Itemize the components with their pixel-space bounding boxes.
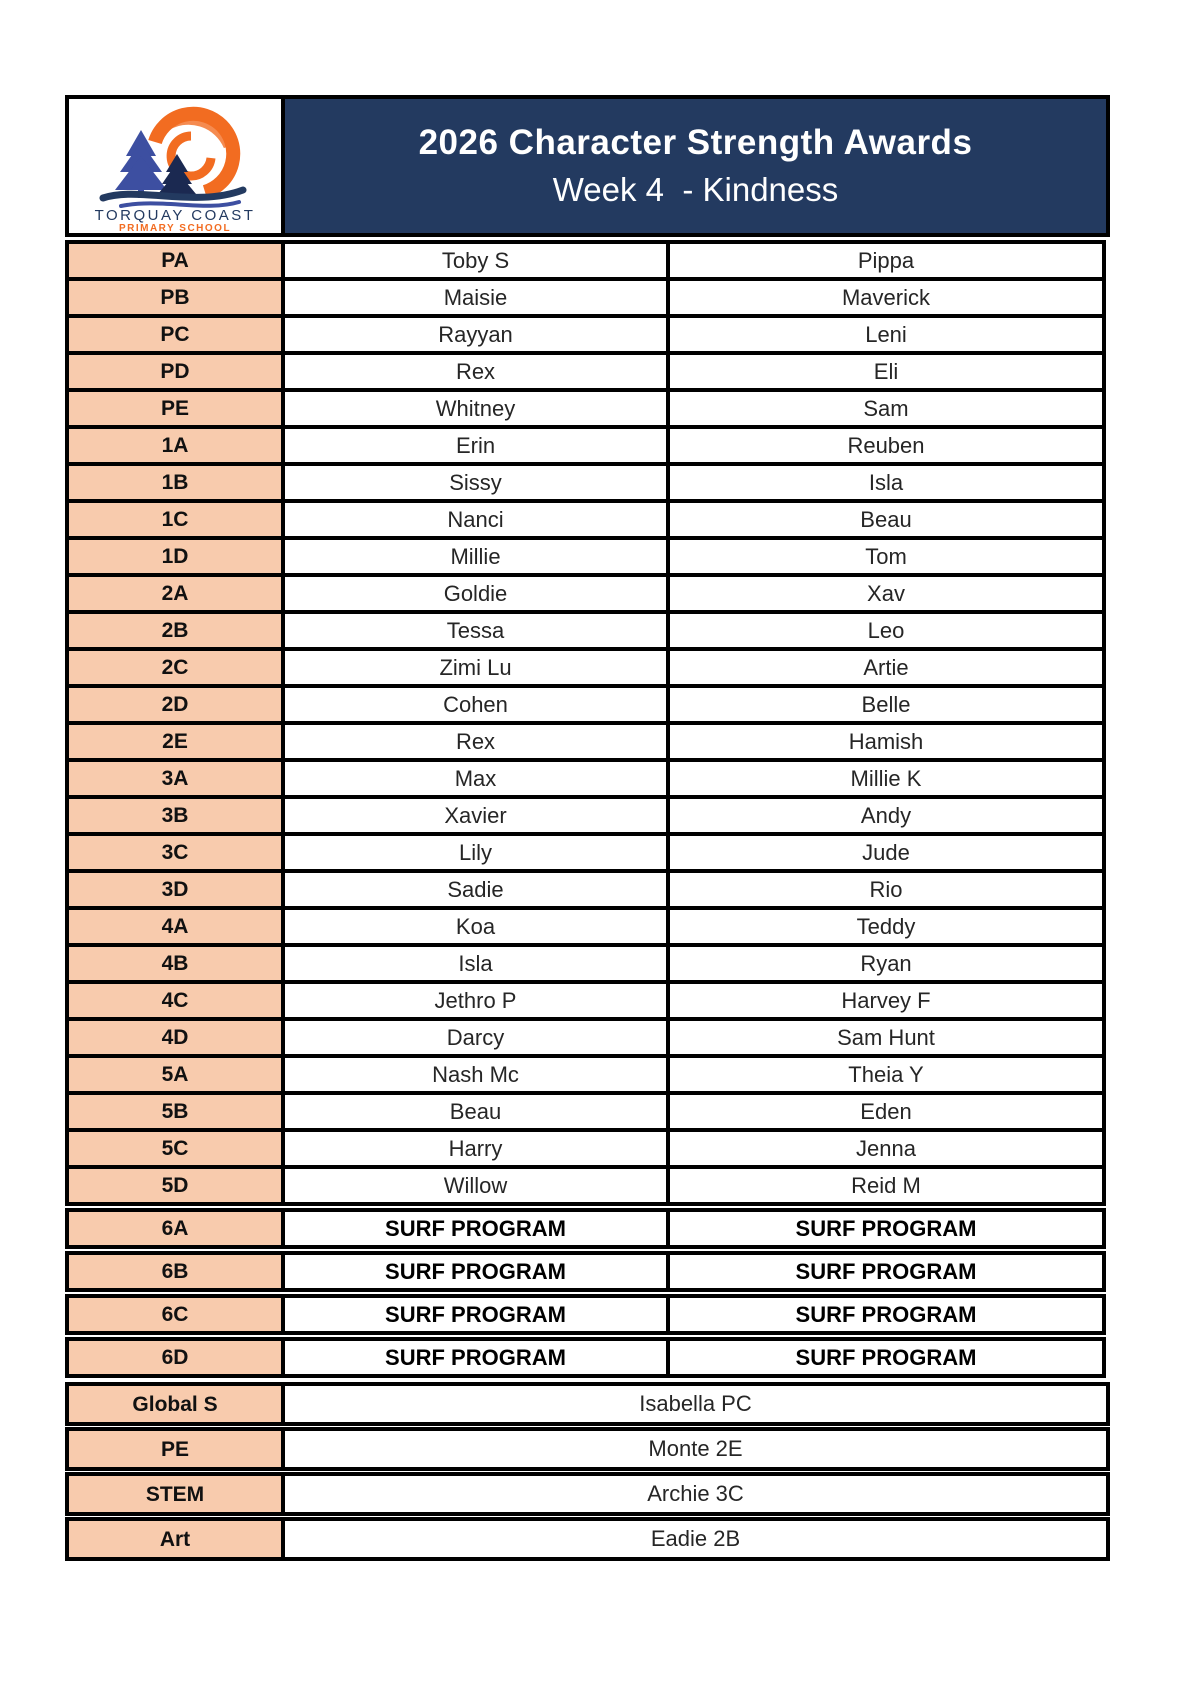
award-recipient: Eadie 2B	[281, 1517, 1110, 1561]
specialty-label: Art	[65, 1517, 285, 1561]
award-recipient-1: Sadie	[281, 869, 670, 910]
award-recipient-2: Xav	[666, 573, 1106, 614]
table-row	[65, 832, 1110, 873]
award-recipient-1: Rex	[281, 351, 670, 392]
award-recipient-1: Xavier	[281, 795, 670, 836]
award-recipient-1: Goldie	[281, 573, 670, 614]
table-row	[65, 499, 1110, 540]
class-label: PC	[65, 314, 285, 355]
class-label: 6A	[65, 1208, 285, 1249]
award-recipient: Isabella PC	[281, 1382, 1110, 1426]
table-row	[65, 1091, 1110, 1132]
table-row	[65, 1294, 1110, 1335]
class-label: 1B	[65, 462, 285, 503]
table-row	[65, 980, 1110, 1021]
school-subtitle: PRIMARY SCHOOL	[118, 223, 232, 232]
award-recipient-1: Millie	[281, 536, 670, 577]
award-recipient-2: Harvey F	[666, 980, 1106, 1021]
specialty-label: PE	[65, 1427, 285, 1471]
class-label: PA	[65, 240, 285, 281]
title-banner	[285, 95, 1110, 237]
surf-program-section	[65, 1208, 1110, 1378]
table-row	[65, 351, 1110, 392]
class-label: 5B	[65, 1091, 285, 1132]
table-row	[65, 240, 1110, 281]
award-recipient: Monte 2E	[281, 1427, 1110, 1471]
award-recipient-2: SURF PROGRAM	[666, 1337, 1106, 1378]
table-row	[65, 795, 1110, 836]
table-row	[65, 1382, 1110, 1426]
award-recipient-2: Teddy	[666, 906, 1106, 947]
award-recipient-2: Tom	[666, 536, 1106, 577]
table-row	[65, 1128, 1110, 1169]
class-label: 3A	[65, 758, 285, 799]
class-label: 2E	[65, 721, 285, 762]
wave-small-icon	[121, 202, 239, 206]
table-row	[65, 610, 1110, 651]
class-label: 2D	[65, 684, 285, 725]
award-recipient-1: SURF PROGRAM	[281, 1208, 670, 1249]
class-label: 2B	[65, 610, 285, 651]
award-recipient-2: Eli	[666, 351, 1106, 392]
table-row	[65, 1054, 1110, 1095]
award-recipient-2: Sam Hunt	[666, 1017, 1106, 1058]
table-row	[65, 314, 1110, 355]
class-label: 2C	[65, 647, 285, 688]
class-label: PE	[65, 388, 285, 429]
table-row	[65, 462, 1110, 503]
class-label: 5D	[65, 1165, 285, 1206]
award-recipient-2: Leni	[666, 314, 1106, 355]
class-label: 1A	[65, 425, 285, 466]
table-row	[65, 536, 1110, 577]
award-recipient-1: Maisie	[281, 277, 670, 318]
specialty-label: STEM	[65, 1472, 285, 1516]
award-recipient-2: Beau	[666, 499, 1106, 540]
table-row	[65, 277, 1110, 318]
class-label: PD	[65, 351, 285, 392]
award-recipient-2: Ryan	[666, 943, 1106, 984]
award-recipient-1: Rayyan	[281, 314, 670, 355]
table-row	[65, 1251, 1110, 1292]
award-recipient-2: SURF PROGRAM	[666, 1208, 1106, 1249]
table-row	[65, 1337, 1110, 1378]
award-recipient-2: SURF PROGRAM	[666, 1251, 1106, 1292]
class-label: 4D	[65, 1017, 285, 1058]
table-row	[65, 943, 1110, 984]
table-row	[65, 1517, 1110, 1561]
award-recipient-2: Hamish	[666, 721, 1106, 762]
award-recipient-1: Cohen	[281, 684, 670, 725]
award-recipient-2: Pippa	[666, 240, 1106, 281]
specialty-label: Global S	[65, 1382, 285, 1426]
award-recipient-1: Darcy	[281, 1017, 670, 1058]
class-label: 6C	[65, 1294, 285, 1335]
award-recipient-1: Koa	[281, 906, 670, 947]
award-recipient-2: SURF PROGRAM	[666, 1294, 1106, 1335]
award-recipient-2: Rio	[666, 869, 1106, 910]
table-row	[65, 1017, 1110, 1058]
award-recipient-1: SURF PROGRAM	[281, 1294, 670, 1335]
award-recipient-2: Sam	[666, 388, 1106, 429]
class-label: 1D	[65, 536, 285, 577]
award-recipient-1: Lily	[281, 832, 670, 873]
school-logo-icon	[77, 100, 273, 232]
school-logo	[65, 95, 285, 237]
award-recipient-1: Zimi Lu	[281, 647, 670, 688]
award-recipient-1: SURF PROGRAM	[281, 1337, 670, 1378]
table-row	[65, 1165, 1110, 1206]
award-recipient-1: Harry	[281, 1128, 670, 1169]
award-recipient-1: Rex	[281, 721, 670, 762]
class-awards-section	[65, 240, 1110, 1206]
award-recipient-2: Artie	[666, 647, 1106, 688]
table-row	[65, 906, 1110, 947]
award-recipient-1: Tessa	[281, 610, 670, 651]
table-row	[65, 388, 1110, 429]
award-recipient-1: Beau	[281, 1091, 670, 1132]
table-row	[65, 758, 1110, 799]
award-recipient-2: Millie K	[666, 758, 1106, 799]
award-recipient-1: Willow	[281, 1165, 670, 1206]
class-label: 5C	[65, 1128, 285, 1169]
award-recipient-2: Eden	[666, 1091, 1106, 1132]
award-recipient-2: Belle	[666, 684, 1106, 725]
class-label: 2A	[65, 573, 285, 614]
table-row	[65, 869, 1110, 910]
class-label: 1C	[65, 499, 285, 540]
award-recipient-2: Jude	[666, 832, 1106, 873]
award-recipient-2: Reid M	[666, 1165, 1106, 1206]
table-row	[65, 425, 1110, 466]
award-recipient-2: Reuben	[666, 425, 1106, 466]
award-recipient-2: Theia Y	[666, 1054, 1106, 1095]
table-row	[65, 1208, 1110, 1249]
specialty-awards-section	[65, 1382, 1110, 1561]
table-row	[65, 573, 1110, 614]
class-label: 3B	[65, 795, 285, 836]
table-row	[65, 1472, 1110, 1516]
class-label: 4C	[65, 980, 285, 1021]
class-label: 3D	[65, 869, 285, 910]
award-recipient-2: Leo	[666, 610, 1106, 651]
table-row	[65, 647, 1110, 688]
class-label: 4A	[65, 906, 285, 947]
header	[65, 95, 1110, 237]
page-subtitle: Week 4 - Kindness	[552, 171, 839, 208]
table-row	[65, 1427, 1110, 1471]
award-recipient-1: Nash Mc	[281, 1054, 670, 1095]
table-row	[65, 684, 1110, 725]
awards-table	[65, 95, 1110, 1561]
award-recipient-1: Jethro P	[281, 980, 670, 1021]
award-recipient-2: Maverick	[666, 277, 1106, 318]
award-recipient-1: SURF PROGRAM	[281, 1251, 670, 1292]
award-recipient-1: Erin	[281, 425, 670, 466]
award-recipient-1: Toby S	[281, 240, 670, 281]
award-recipient-2: Andy	[666, 795, 1106, 836]
award-recipient-2: Jenna	[666, 1128, 1106, 1169]
table-row	[65, 721, 1110, 762]
award-recipient: Archie 3C	[281, 1472, 1110, 1516]
award-recipient-2: Isla	[666, 462, 1106, 503]
award-recipient-1: Isla	[281, 943, 670, 984]
class-label: 6D	[65, 1337, 285, 1378]
award-recipient-1: Max	[281, 758, 670, 799]
class-label: 4B	[65, 943, 285, 984]
award-recipient-1: Whitney	[281, 388, 670, 429]
class-label: 5A	[65, 1054, 285, 1095]
school-name: TORQUAY COAST	[94, 207, 256, 224]
class-label: 3C	[65, 832, 285, 873]
page-title: 2026 Character Strength Awards	[418, 123, 973, 162]
award-recipient-1: Nanci	[281, 499, 670, 540]
class-label: PB	[65, 277, 285, 318]
class-label: 6B	[65, 1251, 285, 1292]
award-recipient-1: Sissy	[281, 462, 670, 503]
